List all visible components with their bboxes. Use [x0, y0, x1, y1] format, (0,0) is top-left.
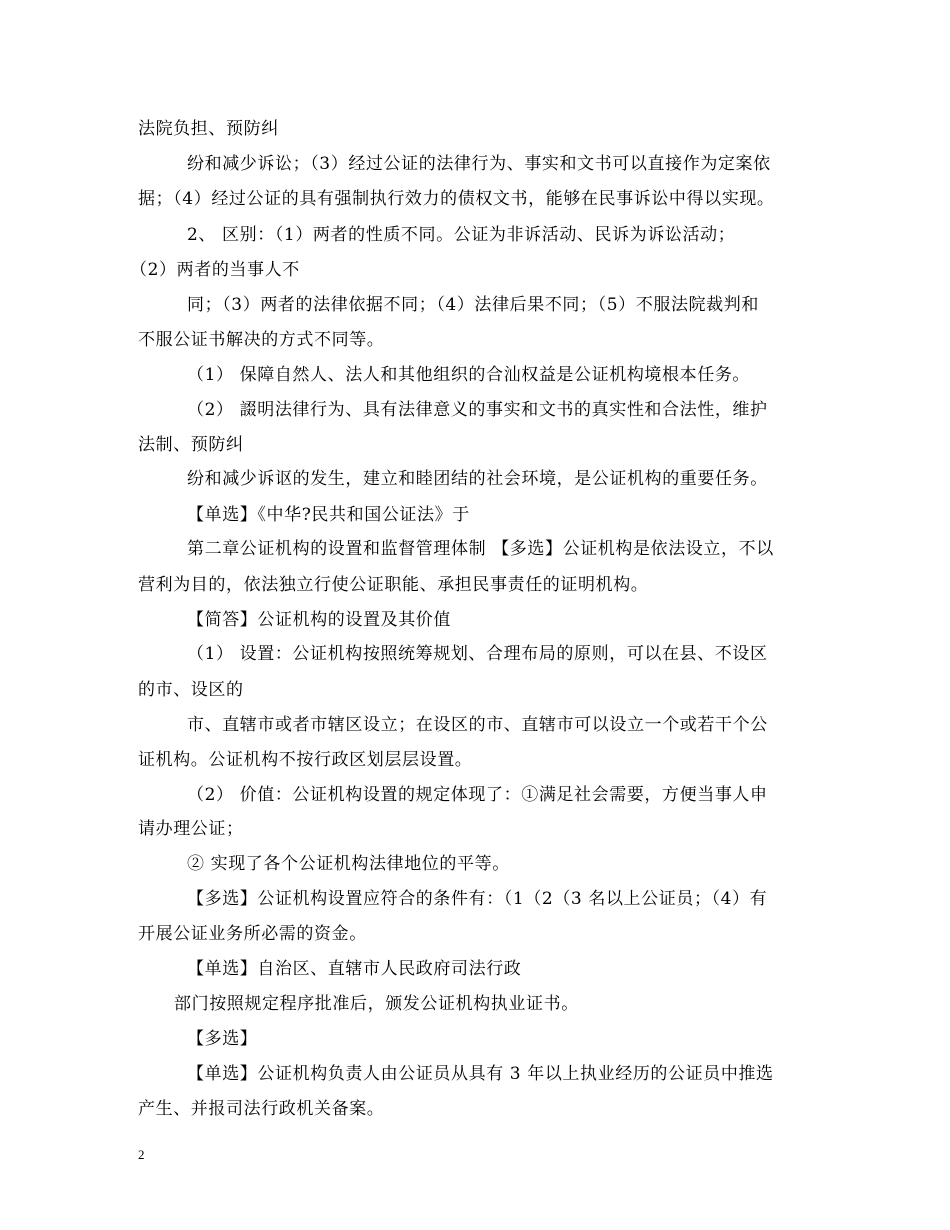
text-line: （1） 保障自然人、法人和其他组织的合汕权益是公证机构境根本任务。: [187, 365, 751, 385]
text-line: 纷和减少诉讼；（3）经过公证的法律行为、事实和文书可以直接作为定案依: [187, 154, 771, 174]
page-number: 2: [138, 1147, 145, 1162]
text-line: 【单选】《中华?民共和国公证法》于: [187, 505, 470, 525]
text-line: （2）两者的当事人不: [130, 260, 300, 280]
text-line: 【简答】公证机构的设置及其价值: [187, 610, 451, 630]
text-line: 不服公证书解决的方式不同等。: [138, 330, 385, 350]
text-line: 【单选】公证机构负责人由公证员从具有 3 年以上执业经历的公证员中推选: [187, 1064, 774, 1084]
text-line: 据；（4）经过公证的具有强制执行效力的债权文书，能够在民事诉讼中得以实现。: [138, 189, 775, 209]
text-line: 开展公证业务所必需的资金。: [138, 924, 367, 944]
text-line: 部门按照规定程序批准后，颁发公证机构执业证书。: [174, 994, 579, 1014]
text-line: 第二章公证机构的设置和监督管理体制 【多选】公证机构是依法设立，不以: [187, 539, 774, 559]
text-line: 请办理公证；: [138, 819, 244, 839]
text-line: 2、 区别：（1）两者的性质不同。公证为非诉活动、民诉为诉讼活动；: [187, 225, 736, 245]
text-line: 营利为目的，依法独立行使公证职能、承担民事责任的证明机构。: [138, 575, 649, 595]
text-line: 证机构。公证机构不按行政区划层层设置。: [138, 750, 473, 770]
text-line: 法制、预防纠: [138, 435, 244, 455]
text-line: 纷和减少诉讴的发生，建立和睦团结的社会环境，是公证机构的重要任务。: [187, 469, 768, 489]
text-line: 的市、设区的: [138, 680, 244, 700]
text-line: 产生、并报司法行政机关备案。: [138, 1099, 385, 1119]
text-line: 同；（3）两者的法律依据不同；（4）法律后果不同；（5）不服法院裁判和: [187, 295, 759, 315]
text-line: 【单选】自治区、直辖市人民政府司法行政: [187, 959, 522, 979]
text-line: 【多选】公证机构设置应符合的条件有：（1（2（3 名以上公证员；（4）有: [187, 889, 768, 909]
text-line: 市、直辖市或者市辖区设立；在设区的市、直辖市可以设立一个或若干个公: [187, 715, 768, 735]
text-line: ② 实现了各个公证机构法律地位的平等。: [187, 854, 510, 874]
text-line: （2） 諁明法律行为、具有法律意义的事实和文书的真实性和合法性，维护: [187, 400, 768, 420]
text-line: 【多选】: [187, 1029, 258, 1049]
text-line: 法院负担、预防纠: [138, 119, 279, 139]
text-line: （1） 设置：公证机构按照统筹规划、合理布局的原则，可以在县、不设区: [187, 644, 768, 664]
text-line: （2） 价值：公证机构设置的规定体现了：①满足社会需要，方便当事人申: [187, 785, 768, 805]
